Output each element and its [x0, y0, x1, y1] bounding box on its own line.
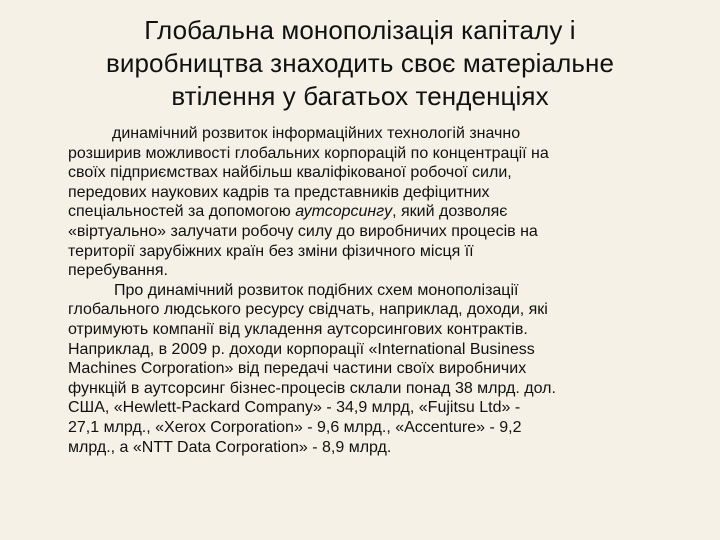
slide-title: [40, 14, 680, 113]
outsourcing-term: аутсорсингу: [295, 203, 393, 221]
slide-body: [68, 124, 688, 457]
paragraph-2-line-4: Наприклад, в 2009 р. доходи корпорації «International Business: [68, 340, 535, 358]
paragraph-1-line-4: передових наукових кадрів та представників дефіцитних: [68, 183, 490, 201]
title-line-2: виробництва знаходить своє матеріальне: [105, 48, 615, 78]
paragraph-2-line-8: 27,1 млрд., «Xerox Corporation» - 9,6 млрд., «Accenture» - 9,2: [68, 418, 522, 436]
paragraph-2-line-7: США, «Hewlett-Packard Company» - 34,9 млрд, «Fujitsu Ltd» -: [68, 399, 521, 417]
paragraph-1: [68, 124, 688, 281]
paragraph-2-line-6: функцій в аутсорсинг бізнес-процесів склали понад 38 млрд. дол.: [68, 379, 556, 397]
paragraph-1-line-1: динамічний розвиток інформаційних технологій значно: [112, 125, 521, 142]
paragraph-2: [68, 281, 688, 457]
paragraph-1-line-7: території зарубіжних країн без зміни фізичного місця її: [68, 242, 474, 260]
paragraph-1-line-3: своїх підприємствах найбільш кваліфікованої робочої сили,: [68, 164, 512, 182]
paragraph-2-line-5: Machines Corporation» від передачі частини своїх виробничих: [68, 360, 527, 378]
paragraph-1-line-6: «віртуально» залучати робочу силу до виробничих процесів на: [68, 222, 538, 240]
title-line-3: втілення у багатьох тенденціях: [171, 81, 549, 111]
paragraph-1-line-5: [68, 202, 688, 222]
paragraph-1-line-5-end: , який дозволяє: [392, 203, 508, 221]
paragraph-1-line-5-start: спеціальностей за допомогою: [68, 203, 296, 221]
paragraph-2-line-9: млрд., а «NTT Data Corporation» - 8,9 млрд.: [68, 438, 392, 456]
paragraph-1-line-2: розширив можливості глобальних корпорацій по концентрації на: [68, 144, 549, 162]
paragraph-2-line-3: отримують компанії від укладення аутсорсингових контрактів.: [68, 320, 528, 338]
title-line-1: Глобальна монополізація капіталу і: [144, 15, 576, 45]
paragraph-1-line-8: перебування.: [68, 262, 168, 280]
paragraph-2-line-1: Про динамічний розвиток подібних схем монополізації: [114, 281, 519, 299]
paragraph-2-line-2: глобального людського ресурсу свідчать, наприклад, доходи, які: [68, 301, 548, 319]
